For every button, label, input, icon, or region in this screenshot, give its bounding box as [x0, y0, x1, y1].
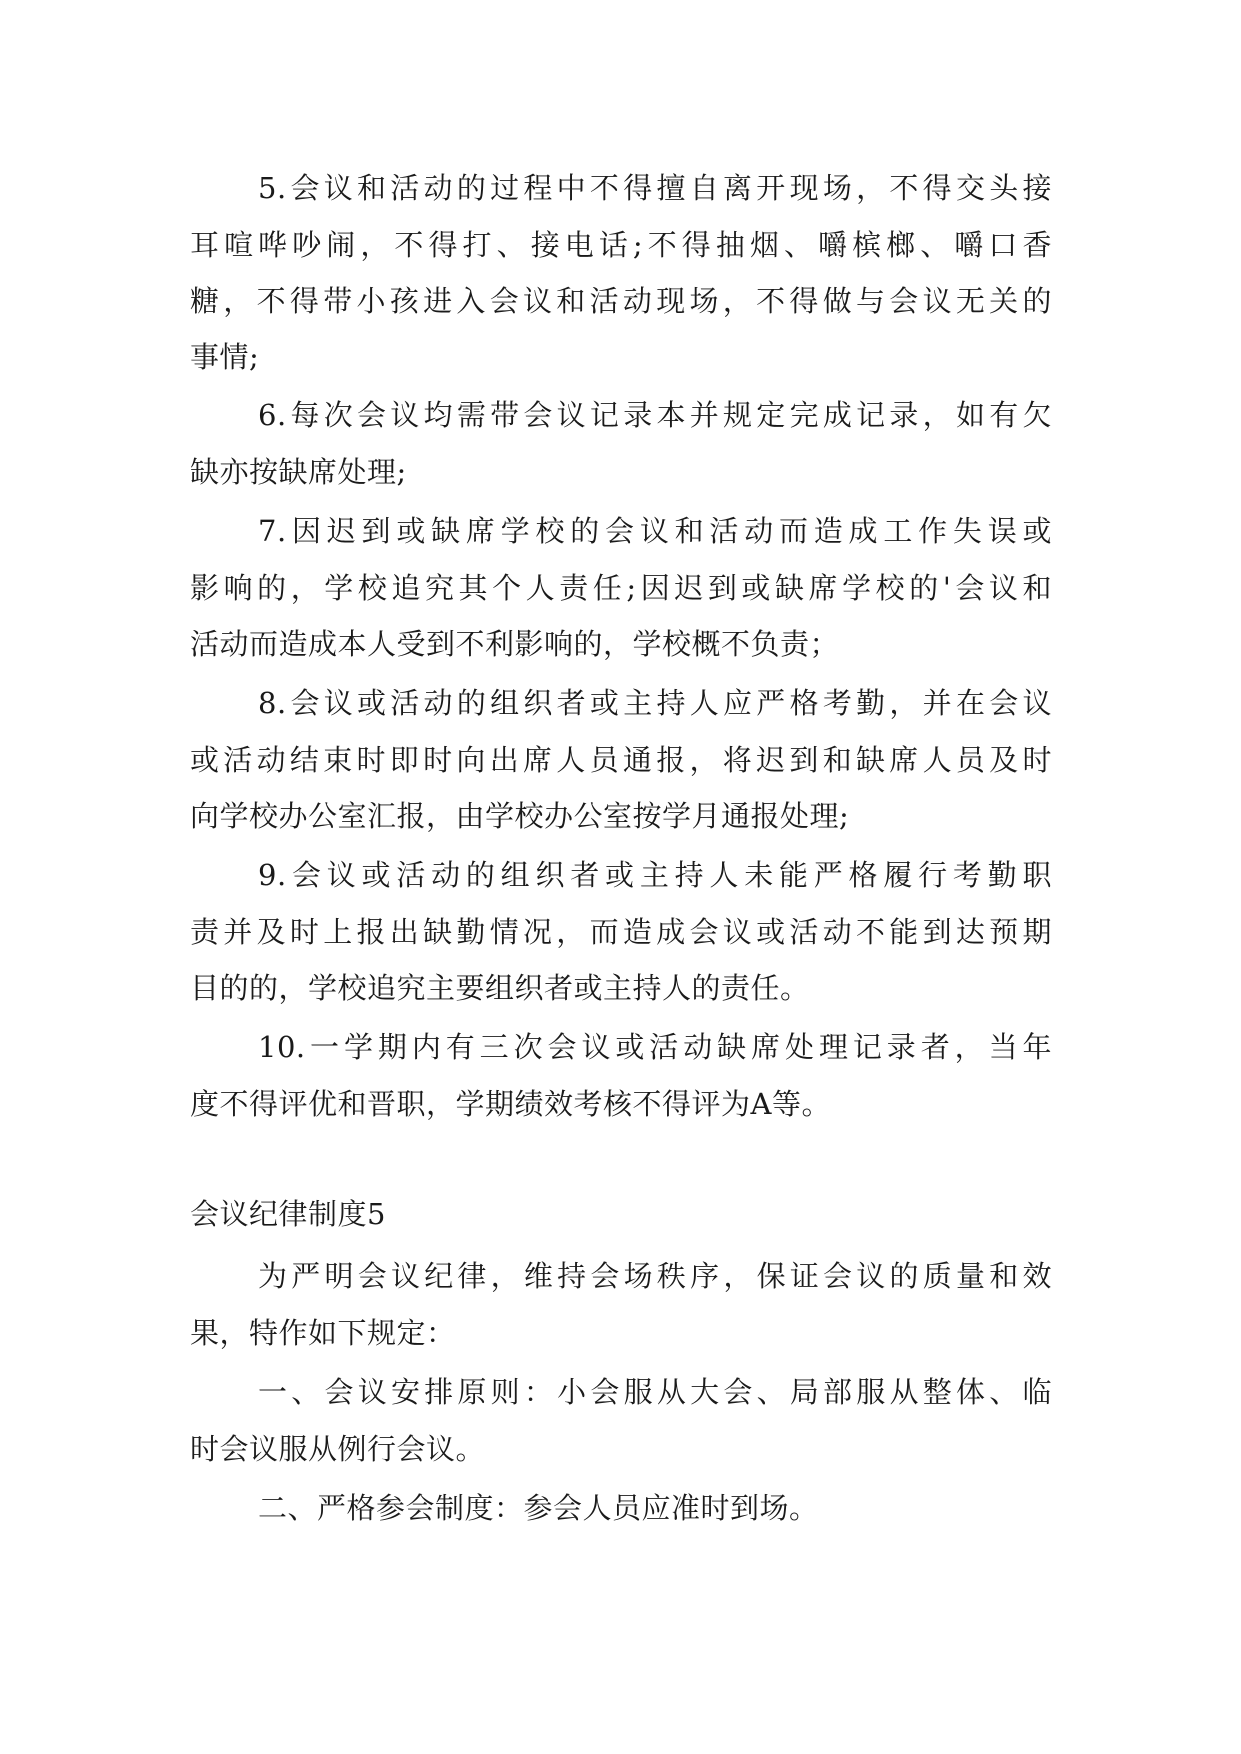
paragraph-line: 7.因迟到或缺席学校的会议和活动而造成工作失误或: [258, 514, 1052, 548]
paragraph-line: 一、会议安排原则：小会服从大会、局部服从整体、临: [258, 1375, 1052, 1409]
paragraph-line: 目的的，学校追究主要组织者或主持人的责任。: [190, 971, 810, 1005]
paragraph-line: 果，特作如下规定：: [190, 1316, 456, 1350]
paragraph-line: 10.一学期内有三次会议或活动缺席处理记录者，当年: [258, 1030, 1052, 1064]
paragraph-line: 或活动结束时即时向出席人员通报，将迟到和缺席人员及时: [190, 743, 1052, 777]
paragraph-line: 耳喧哗吵闹，不得打、接电话;不得抽烟、嚼槟榔、嚼口香: [190, 228, 1052, 262]
paragraph-line: 9.会议或活动的组织者或主持人未能严格履行考勤职: [258, 858, 1052, 892]
paragraph-line: 为严明会议纪律，维持会场秩序，保证会议的质量和效: [258, 1259, 1052, 1293]
paragraph-line: 责并及时上报出缺勤情况，而造成会议或活动不能到达预期: [190, 915, 1052, 949]
paragraph-line: 6.每次会议均需带会议记录本并规定完成记录，如有欠: [258, 398, 1052, 432]
paragraph-line: 5.会议和活动的过程中不得擅自离开现场，不得交头接: [258, 171, 1052, 205]
paragraph-line: 缺亦按缺席处理;: [190, 455, 407, 489]
paragraph-line: 糖，不得带小孩进入会议和活动现场，不得做与会议无关的: [190, 284, 1052, 318]
paragraph-line: 向学校办公室汇报，由学校办公室按学月通报处理;: [190, 799, 850, 833]
paragraph-line: 事情;: [190, 340, 260, 374]
paragraph-line: 时会议服从例行会议。: [190, 1432, 486, 1466]
paragraph-line: 活动而造成本人受到不利影响的，学校概不负责；: [190, 627, 840, 661]
paragraph-line: 影响的，学校追究其个人责任;因迟到或缺席学校的'会议和: [190, 571, 1052, 605]
paragraph-line: 8.会议或活动的组织者或主持人应严格考勤，并在会议: [258, 686, 1052, 720]
section-heading: 会议纪律制度5: [190, 1197, 386, 1231]
paragraph-line: 二、严格参会制度：参会人员应准时到场。: [258, 1491, 819, 1525]
paragraph-line: 度不得评优和晋职，学期绩效考核不得评为A等。: [190, 1087, 831, 1121]
